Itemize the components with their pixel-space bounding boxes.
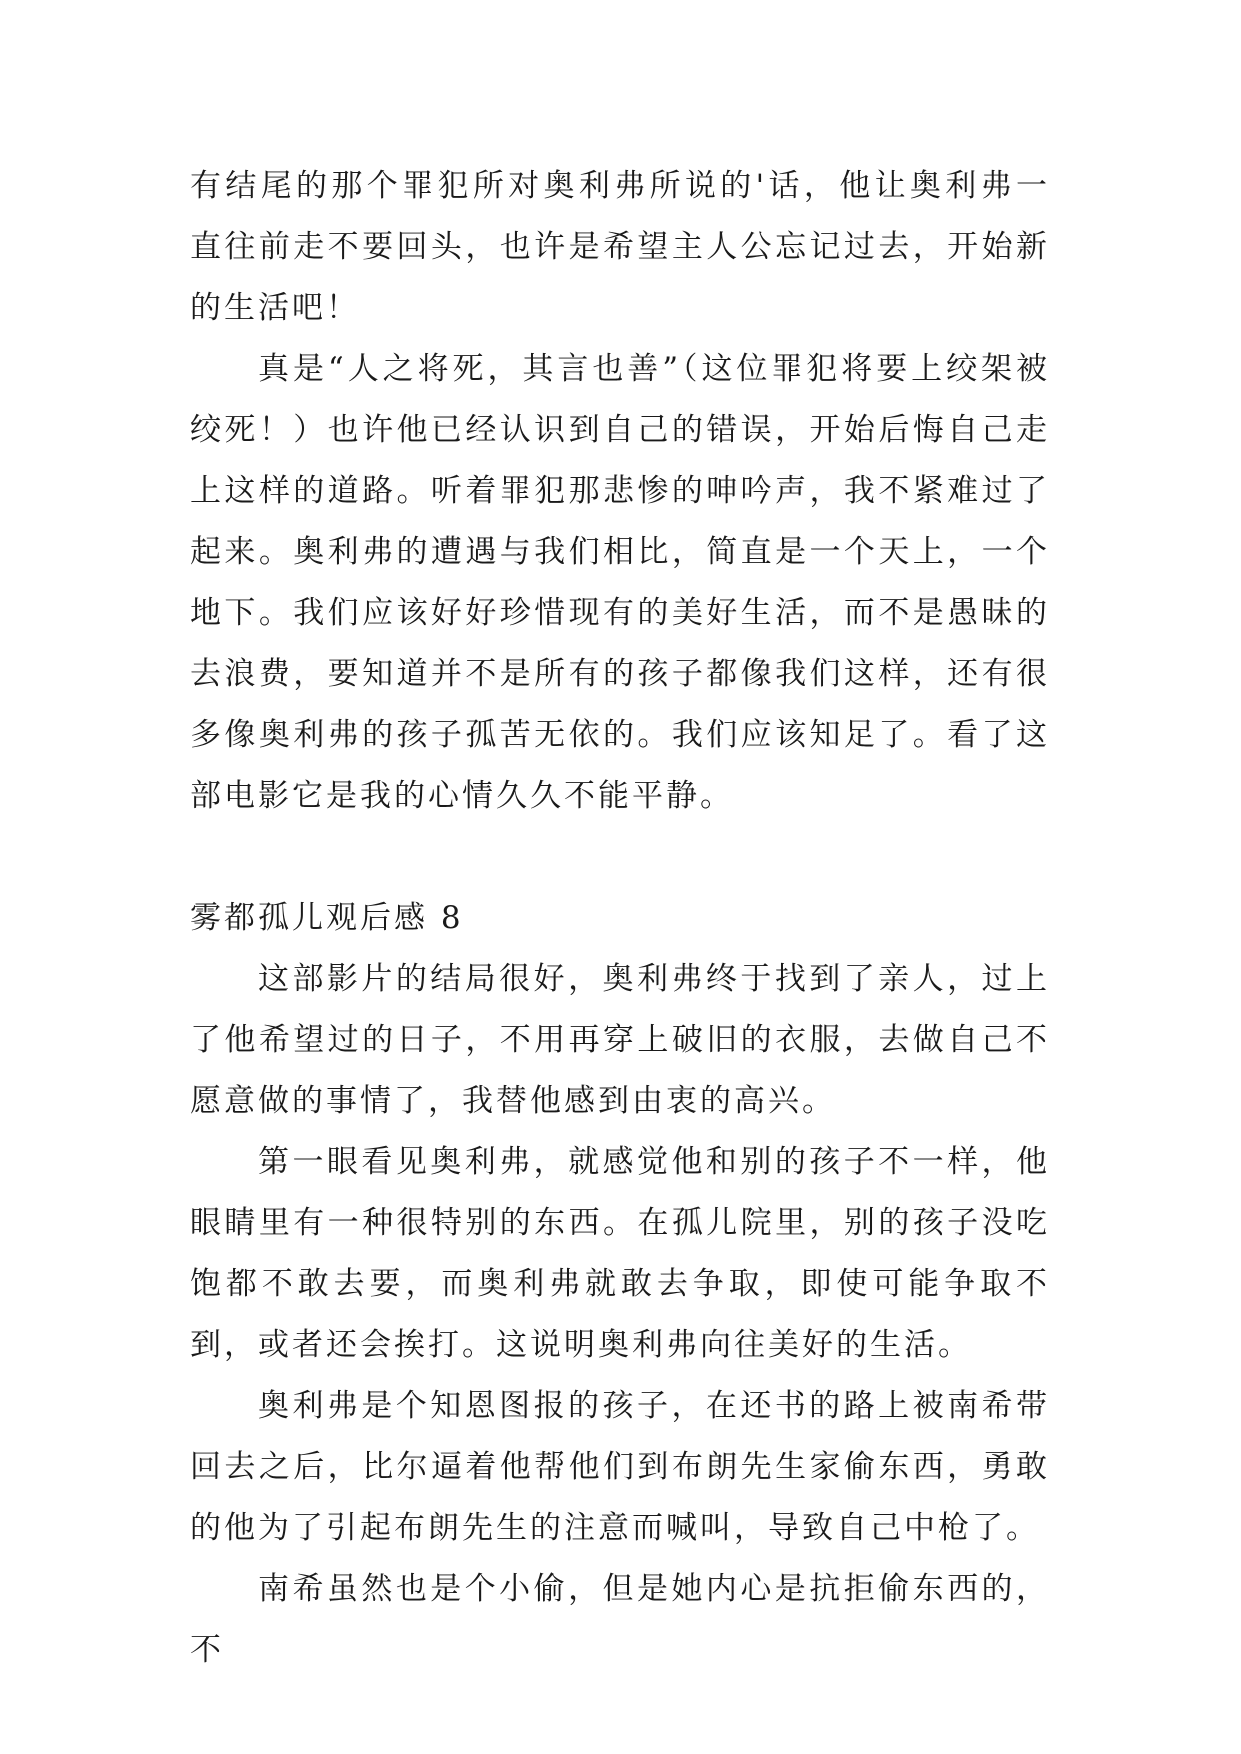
section-title: 雾都孤儿观后感 8 [190, 900, 464, 936]
paragraph: 第一眼看见奥利弗，就感觉他和别的孩子不一样，他眼睛里有一种很特别的东西。在孤儿院里，别的孩子没吃饱都不敢去要，而奥利弗就敢去争取，即使可能争取不到，或者还会挨打。这说明奥利弗向往美好的生活。 [190, 1144, 1050, 1363]
section-gap [190, 827, 1050, 888]
document-body [190, 156, 1050, 1681]
paragraph: 这部影片的结局很好，奥利弗终于找到了亲人，过上了他希望过的日子，不用再穿上破旧的衣服，去做自己不愿意做的事情了，我替他感到由衷的高兴。 [190, 961, 1050, 1119]
paragraph: 南希虽然也是个小偷，但是她内心是抗拒偷东西的，不 [190, 1571, 1050, 1668]
paragraph: 奥利弗是个知恩图报的孩子，在还书的路上被南希带回去之后，比尔逼着他帮他们到布朗先生家偷东西，勇敢的他为了引起布朗先生的注意而喊叫，导致自己中枪了。 [190, 1388, 1050, 1546]
paragraph: 真是“人之将死，其言也善”（这位罪犯将要上绞架被绞死！）也许他已经认识到自己的错误，开始后悔自己走上这样的道路。听着罪犯那悲惨的呻吟声，我不紧难过了起来。奥利弗的遭遇与我们相比，简直是一个天上，一个地下。我们应该好好珍惜现有的美好生活，而不是愚昧的去浪费，要知道并不是所有的孩子都像我们这样，还有很多像奥利弗的孩子孤苦无依的。我们应该知足了。看了这部电影它是我的心情久久不能平静。 [190, 351, 1050, 814]
paragraph: 有结尾的那个罪犯所对奥利弗所说的'话，他让奥利弗一直往前走不要回头，也许是希望主人公忘记过去，开始新的生活吧！ [190, 168, 1050, 326]
